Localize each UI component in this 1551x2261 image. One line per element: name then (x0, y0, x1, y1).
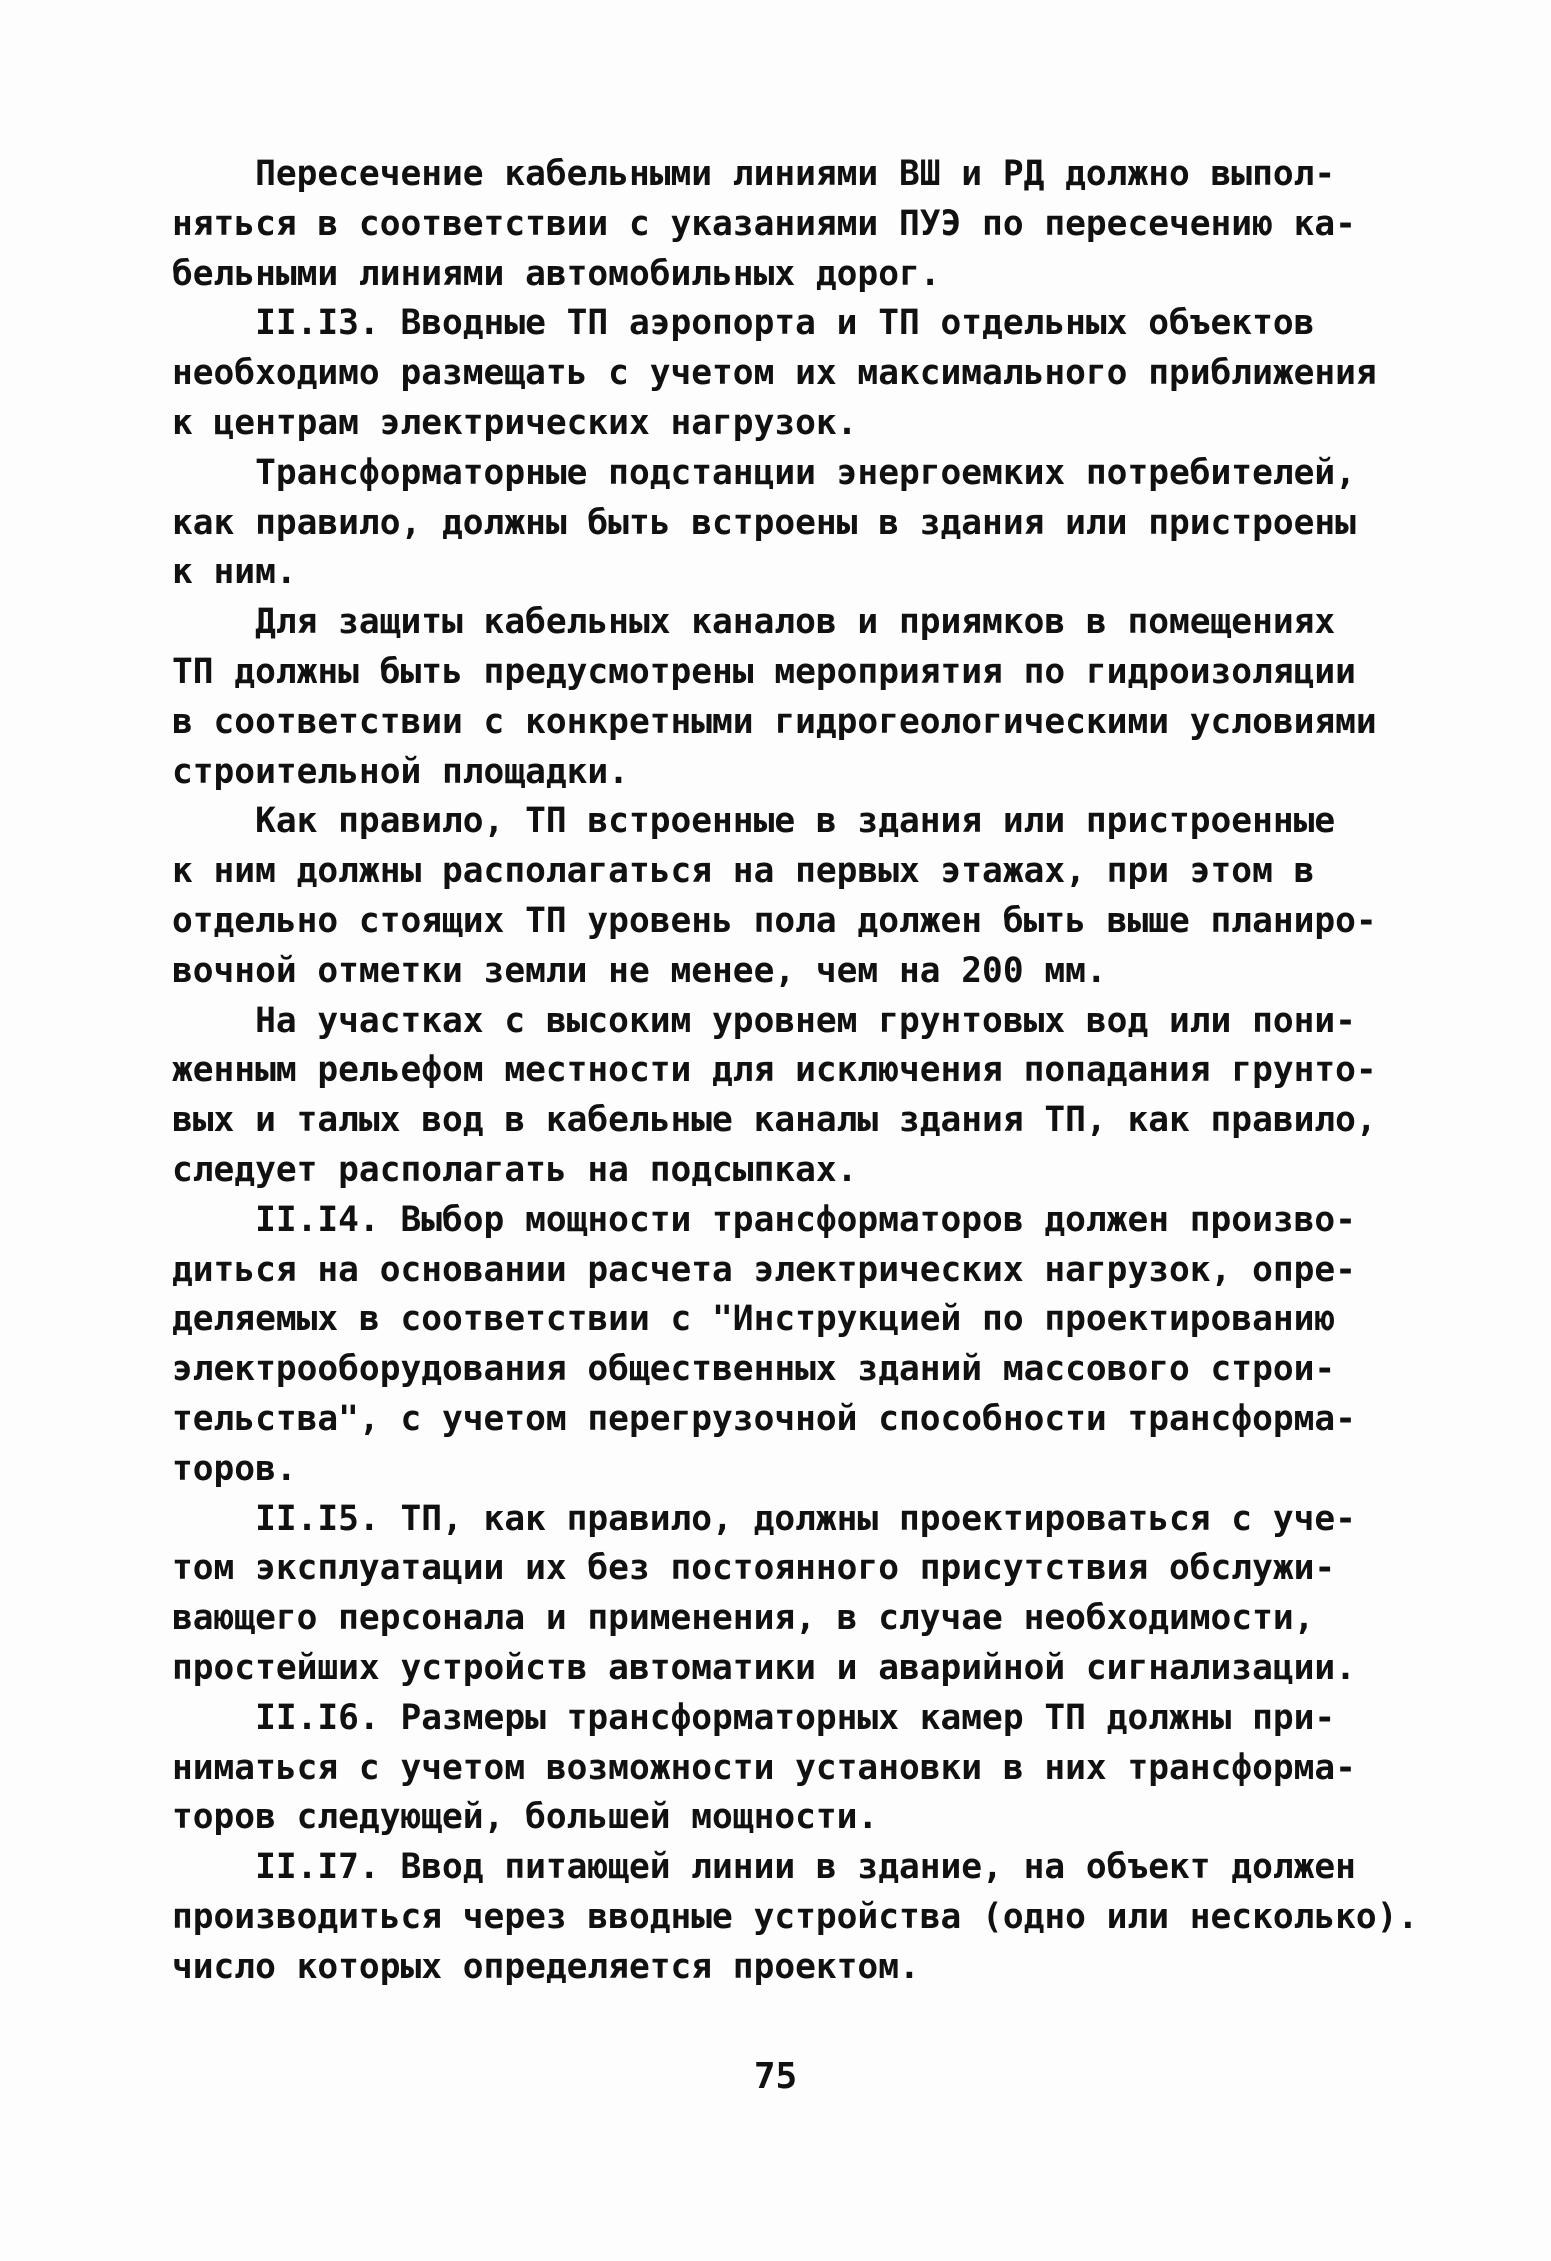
text-line: Как правило, ТП встроенные в здания или пристроенные (172, 801, 1336, 842)
text-line: в соответствии с конкретными гидрогеологическими условиями (172, 701, 1377, 742)
text-line: диться на основании расчета электрических нагрузок, опре- (172, 1249, 1356, 1290)
text-line: деляемых в соответствии с "Инструкцией по проектированию (172, 1299, 1336, 1340)
text-line: женным рельефом местности для исключения попадания грунто- (172, 1050, 1377, 1091)
text-line: строительной площадки. (172, 751, 629, 792)
page-number: 75 (753, 2056, 798, 2097)
text-line: к ним. (172, 552, 297, 593)
body-text (172, 150, 1419, 1992)
text-line: следует располагать на подсыпках. (172, 1149, 858, 1190)
text-line: число которых определяется проектом. (172, 1946, 920, 1987)
text-line: отдельно стоящих ТП уровень пола должен быть выше планиро- (172, 900, 1377, 941)
text-line: торов следующей, большей мощности. (172, 1797, 879, 1838)
text-line: как правило, должны быть встроены в здания или пристроены (172, 502, 1356, 543)
text-line: к центрам электрических нагрузок. (172, 402, 858, 443)
text-line: ТП должны быть предусмотрены мероприятия по гидроизоляции (172, 651, 1356, 692)
text-line: тельства", с учетом перегрузочной способности трансформа- (172, 1398, 1356, 1439)
text-line: Для защиты кабельных каналов и приямков в помещениях (172, 602, 1336, 643)
text-line: На участках с высоким уровнем грунтовых вод или пони- (172, 1000, 1356, 1041)
text-line: к ним должны располагаться на первых этажах, при этом в (172, 851, 1315, 892)
text-line: торов. (172, 1448, 297, 1489)
text-line: производиться через вводные устройства (одно или несколько). (172, 1896, 1419, 1937)
text-line: бельными линиями автомобильных дорог. (172, 253, 941, 294)
text-line: II.I4. Выбор мощности трансформаторов должен произво- (172, 1199, 1356, 1240)
text-line: II.I3. Вводные ТП аэропорта и ТП отдельных объектов (172, 303, 1315, 344)
text-line: II.I6. Размеры трансформаторных камер ТП должны при- (172, 1697, 1336, 1738)
text-line: простейших устройств автоматики и аварийной сигнализации. (172, 1647, 1356, 1688)
text-line: вых и талых вод в кабельные каналы здания ТП, как правило, (172, 1100, 1377, 1141)
text-line: том эксплуатации их без постоянного присутствия обслужи- (172, 1548, 1336, 1589)
text-line: ниматься с учетом возможности установки в них трансформа- (172, 1747, 1356, 1788)
text-line: Пересечение кабельными линиями ВШ и РД должно выпол- (172, 154, 1336, 194)
text-line: вающего персонала и применения, в случае необходимости, (172, 1598, 1315, 1639)
text-line: II.I7. Ввод питающей линии в здание, на объект должен (172, 1847, 1356, 1888)
text-line: необходимо размещать с учетом их максимального приближения (172, 353, 1377, 394)
text-line: вочной отметки земли не менее, чем на 200 мм. (172, 950, 1107, 991)
text-line: II.I5. ТП, как правило, должны проектироваться с уче- (172, 1498, 1356, 1539)
text-line: электрооборудования общественных зданий массового строи- (172, 1349, 1336, 1390)
text-line: Трансформаторные подстанции энергоемких потребителей, (172, 452, 1356, 493)
text-line: няться в соответствии с указаниями ПУЭ по пересечению ка- (172, 203, 1356, 244)
